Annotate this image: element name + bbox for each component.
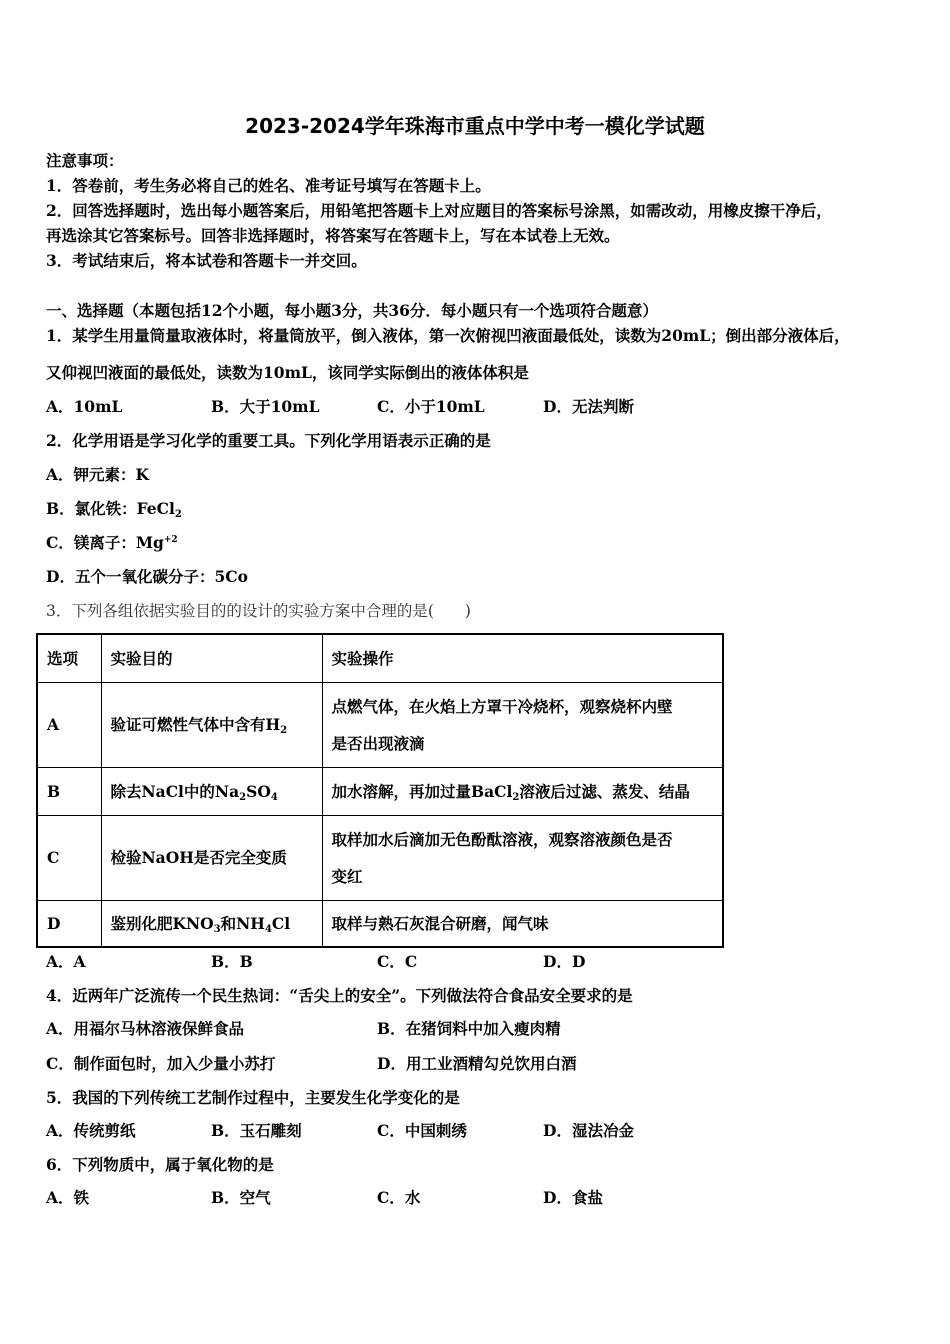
table-cell: A bbox=[37, 682, 101, 767]
q1-option-c: C．小于10mL bbox=[377, 397, 485, 416]
q2-option-b: B．氯化铁：FeCl$_2$ bbox=[46, 499, 182, 520]
table-cell: 鉴别化肥$KNO_3$和$NH_4Cl$ bbox=[101, 900, 322, 947]
q6-option-d: D．食盐 bbox=[543, 1188, 603, 1207]
q2-option-d: D．五个一氧化碳分子：5Co bbox=[46, 567, 248, 586]
q4-option-a: A．用福尔马林溶液保鲜食品 bbox=[46, 1019, 245, 1038]
experiment-table bbox=[36, 633, 724, 948]
table-cell: 除去NaCl中的$Na_2SO_4$ bbox=[101, 767, 322, 815]
notice-item: 1．答卷前，考生务必将自己的姓名、准考证号填写在答题卡上。 bbox=[46, 176, 491, 195]
q6-option-b: B．空气 bbox=[211, 1188, 271, 1207]
table-cell: C bbox=[37, 815, 101, 900]
table-header-cell: 实验操作 bbox=[322, 634, 723, 682]
q4-option-d: D．用工业酒精勾兑饮用白酒 bbox=[377, 1054, 577, 1073]
q4-option-b: B．在猪饲料中加入瘦肉精 bbox=[377, 1019, 561, 1038]
q4-option-c: C．制作面包时，加入少量小苏打 bbox=[46, 1054, 276, 1073]
q2-stem: 2．化学用语是学习化学的重要工具。下列化学用语表示正确的是 bbox=[46, 431, 491, 450]
table-row bbox=[37, 900, 723, 947]
q6-stem: 6．下列物质中，属于氧化物的是 bbox=[46, 1155, 274, 1174]
q2-option-c: C．镁离子：$Mg^{+2}$ bbox=[46, 533, 178, 552]
notice-heading: 注意事项： bbox=[46, 151, 124, 170]
q3-option-b: B．B bbox=[211, 952, 253, 971]
q5-option-d: D．湿法冶金 bbox=[543, 1121, 634, 1140]
notice-item: 2．回答选择题时，选出每小题答案后，用铅笔把答题卡上对应题目的答案标号涂黑，如需改动，用橡皮擦干净后， bbox=[46, 201, 832, 220]
q2-option-a: A．钾元素：K bbox=[46, 465, 149, 484]
q3-option-d: D．D bbox=[543, 952, 586, 971]
table-cell: 取样与熟石灰混合研磨，闻气味 bbox=[322, 900, 723, 947]
table-cell: D bbox=[37, 900, 101, 947]
q5-option-c: C．中国刺绣 bbox=[377, 1121, 467, 1140]
q1-stem-line1: 1．某学生用量筒量取液体时，将量筒放平，倒入液体，第一次俯视凹液面最低处，读数为20mL；倒出部分液体后， bbox=[46, 326, 850, 345]
q1-option-d: D．无法判断 bbox=[543, 397, 634, 416]
table-row bbox=[37, 682, 723, 767]
q3-stem: 3．下列各组依据实验目的的设计的实验方案中合理的是( ) bbox=[46, 602, 471, 620]
notice-item: 再选涂其它答案标号。回答非选择题时，将答案写在答题卡上，写在本试卷上无效。 bbox=[46, 226, 620, 245]
q5-option-a: A．传统剪纸 bbox=[46, 1121, 136, 1140]
table-cell: 验证可燃性气体中含有$H_2$ bbox=[101, 682, 322, 767]
table-cell: 取样加水后滴加无色酚酞溶液，观察溶液颜色是否 变红 bbox=[322, 815, 723, 900]
q1-option-b: B．大于10mL bbox=[211, 397, 320, 416]
q1-option-a: A．10mL bbox=[46, 397, 123, 416]
table-row bbox=[37, 815, 723, 900]
table-header-cell: 实验目的 bbox=[101, 634, 322, 682]
table-header-cell: 选项 bbox=[37, 634, 101, 682]
q1-stem-line2: 又仰视凹液面的最低处，读数为10mL，该同学实际倒出的液体体积是 bbox=[46, 363, 529, 382]
notice-item: 3．考试结束后，将本试卷和答题卡一并交回。 bbox=[46, 251, 367, 270]
q5-option-b: B．玉石雕刻 bbox=[211, 1121, 302, 1140]
q5-stem: 5．我国的下列传统工艺制作过程中，主要发生化学变化的是 bbox=[46, 1088, 460, 1107]
page-title: 2023-2024学年珠海市重点中学中考一模化学试题 bbox=[245, 114, 705, 138]
table-header-row bbox=[37, 634, 723, 682]
table-cell: B bbox=[37, 767, 101, 815]
q4-stem: 4．近两年广泛流传一个民生热词：“舌尖上的安全”。下列做法符合食品安全要求的是 bbox=[46, 986, 633, 1005]
q6-option-a: A．铁 bbox=[46, 1188, 90, 1207]
q3-option-c: C．C bbox=[377, 952, 418, 971]
q3-option-a: A．A bbox=[46, 952, 86, 971]
table-cell: 检验NaOH是否完全变质 bbox=[101, 815, 322, 900]
q6-option-c: C．水 bbox=[377, 1188, 421, 1207]
table-row bbox=[37, 767, 723, 815]
table-cell: 加水溶解，再加过量BaCl$_2$溶液后过滤、蒸发、结晶 bbox=[322, 767, 723, 815]
section-heading: 一、选择题（本题包括12个小题，每小题3分，共36分．每小题只有一个选项符合题意） bbox=[46, 301, 658, 320]
table-cell: 点燃气体，在火焰上方罩干冷烧杯，观察烧杯内壁 是否出现液滴 bbox=[322, 682, 723, 767]
